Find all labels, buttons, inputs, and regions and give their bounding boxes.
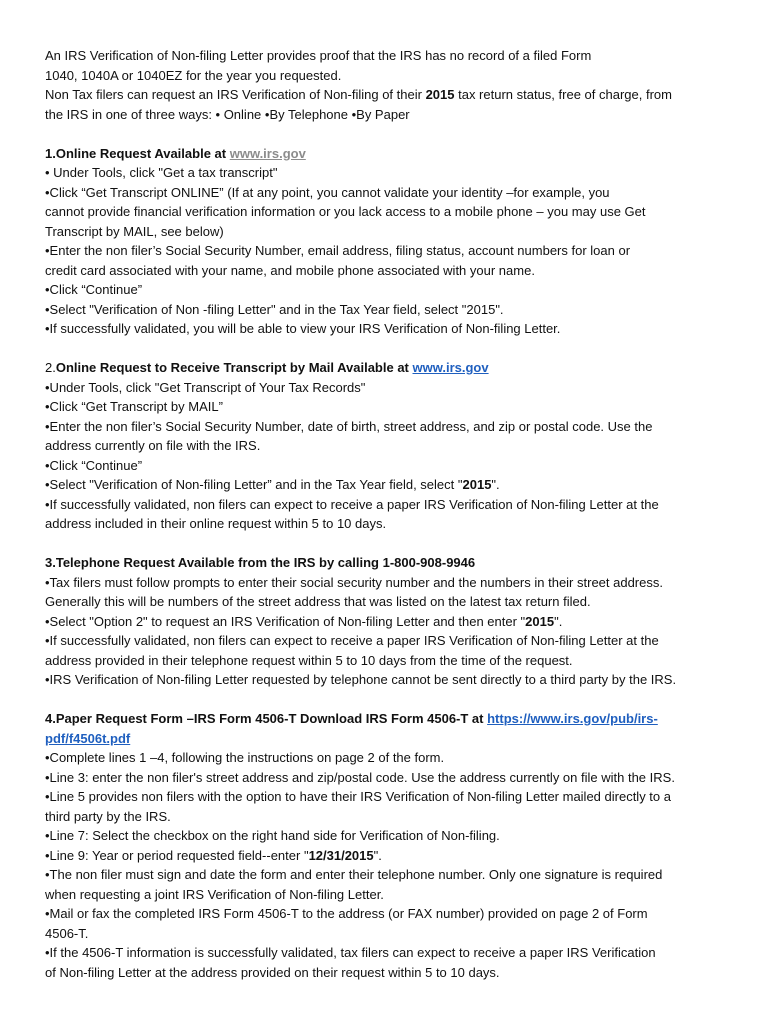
intro-text: tax return status, free of charge, from (454, 87, 672, 102)
section-4-line: •Mail or fax the completed IRS Form 4506-T to the address (or FAX number) provided on page 2 of Form (45, 906, 648, 921)
intro-year: 2015 (425, 87, 455, 102)
document-page (45, 46, 735, 982)
section-4-line: when requesting a joint IRS Verification of Non-filing Letter. (45, 886, 384, 902)
section-3-year: 2015 (525, 613, 555, 629)
section-4-text: ". (373, 847, 382, 863)
irs-gov-link[interactable]: www.irs.gov (412, 360, 489, 375)
section-4-line: •Line 5 provides non filers with the option to have their IRS Verification of Non-filing Letter mailed directly to a (45, 789, 671, 804)
section-2-line: •Click “Continue” (45, 457, 143, 473)
section-4-line: 4506-T. (45, 925, 89, 941)
section-4-line: third party by the IRS. (45, 808, 171, 824)
section-3-text: ". (554, 613, 563, 629)
section-1-line: •Enter the non filer’s Social Security Number, email address, filing status, account numbers for loan or (45, 243, 631, 258)
section-4-line (45, 846, 735, 866)
section-4-line: •If the 4506-T information is successfully validated, tax filers can expect to receive a paper IRS Verification (45, 945, 656, 960)
section-1-line: •Click “Continue” (45, 282, 143, 297)
intro-line: 1040, 1040A or 1040EZ for the year you requested. (45, 67, 342, 83)
section-4-line: •The non filer must sign and date the form and enter their telephone number. Only one signature is required (45, 867, 663, 882)
intro-line: An IRS Verification of Non-filing Letter provides proof that the IRS has no record of a filed Form (45, 48, 592, 63)
form-4506t-link[interactable]: https://www.irs.gov/pub/irs- (487, 711, 658, 726)
section-1-heading (45, 144, 735, 164)
section-1-line: •Click “Get Transcript ONLINE” (If at any point, you cannot validate your identity –for example, you (45, 184, 610, 200)
form-4506t-link-cont[interactable]: pdf/f4506t.pdf (45, 730, 131, 746)
section-4-text: •Line 9: Year or period requested field--enter " (45, 847, 309, 863)
section-4-line: •Line 7: Select the checkbox on the right hand side for Verification of Non-filing. (45, 828, 500, 843)
section-3-line: •Tax filers must follow prompts to enter their social security number and the numbers in their street address. (45, 574, 663, 590)
section-2-line: •Click “Get Transcript by MAIL” (45, 399, 223, 414)
section-2-line: address included in their online request within 5 to 10 days. (45, 516, 387, 531)
section-2-line (45, 475, 735, 495)
intro-line (45, 85, 735, 105)
section-1-line: • Under Tools, click "Get a tax transcript" (45, 165, 278, 180)
section-2-text: ". (491, 477, 500, 492)
section-1-line: cannot provide financial verification information or you lack access to a mobile phone – you may use Get (45, 204, 646, 219)
section-3-line (45, 612, 735, 632)
intro-line: the IRS in one of three ways: • Online •By Telephone •By Paper (45, 106, 410, 122)
section-3-line: •If successfully validated, non filers can expect to receive a paper IRS Verification of Non-filing Letter at the (45, 633, 659, 648)
section-2-line: •Enter the non filer’s Social Security Number, date of birth, street address, and zip or postal code. Use the (45, 418, 653, 434)
section-4-date: 12/31/2015 (308, 847, 374, 863)
section-3-line: •IRS Verification of Non-filing Letter requested by telephone cannot be sent directly to a third party by the IRS. (45, 672, 677, 687)
section-1-title: 1.Online Request Available at (45, 145, 230, 161)
section-3-line: address provided in their telephone request within 5 to 10 days from the time of the request. (45, 652, 573, 668)
section-4-heading-cont (45, 729, 735, 749)
section-2-year: 2015 (462, 477, 492, 492)
section-4-title: 4.Paper Request Form –IRS Form 4506-T Download IRS Form 4506-T at (45, 711, 488, 726)
section-3-text: •Select "Option 2" to request an IRS Verification of Non-filing Letter and then enter " (45, 613, 526, 629)
section-1-line: •Select "Verification of Non -filing Letter" and in the Tax Year field, select "2015". (45, 301, 504, 317)
section-2-number: 2. (45, 360, 56, 375)
intro-text: Non Tax filers can request an IRS Verification of Non-filing of their (45, 87, 426, 102)
section-4-line: •Line 3: enter the non filer's street address and zip/postal code. Use the address currently on file with the IRS. (45, 769, 675, 785)
section-2-line: address currently on file with the IRS. (45, 438, 261, 453)
section-4-line: of Non-filing Letter at the address provided on their request within 5 to 10 days. (45, 964, 500, 980)
section-2-line: •Under Tools, click "Get Transcript of Your Tax Records" (45, 379, 366, 395)
section-1-line: •If successfully validated, you will be able to view your IRS Verification of Non-filing Letter. (45, 321, 561, 336)
section-1-line: credit card associated with your name, and mobile phone associated with your name. (45, 262, 535, 278)
section-2-line: •If successfully validated, non filers can expect to receive a paper IRS Verification of Non-filing Letter at the (45, 496, 659, 512)
section-4-line: •Complete lines 1 –4, following the instructions on page 2 of the form. (45, 750, 445, 765)
irs-gov-link[interactable]: www.irs.gov (229, 145, 306, 161)
section-4-heading (45, 709, 735, 729)
section-2-text: •Select "Verification of Non-filing Letter” and in the Tax Year field, select " (45, 477, 463, 492)
section-2-heading (45, 358, 735, 378)
section-3-heading: 3.Telephone Request Available from the IRS by calling 1-800-908-9946 (45, 555, 476, 570)
section-3-line: Generally this will be numbers of the street address that was listed on the latest tax return filed. (45, 594, 591, 609)
section-1-line: Transcript by MAIL, see below) (45, 223, 224, 239)
section-2-title: Online Request to Receive Transcript by Mail Available at (55, 360, 413, 375)
